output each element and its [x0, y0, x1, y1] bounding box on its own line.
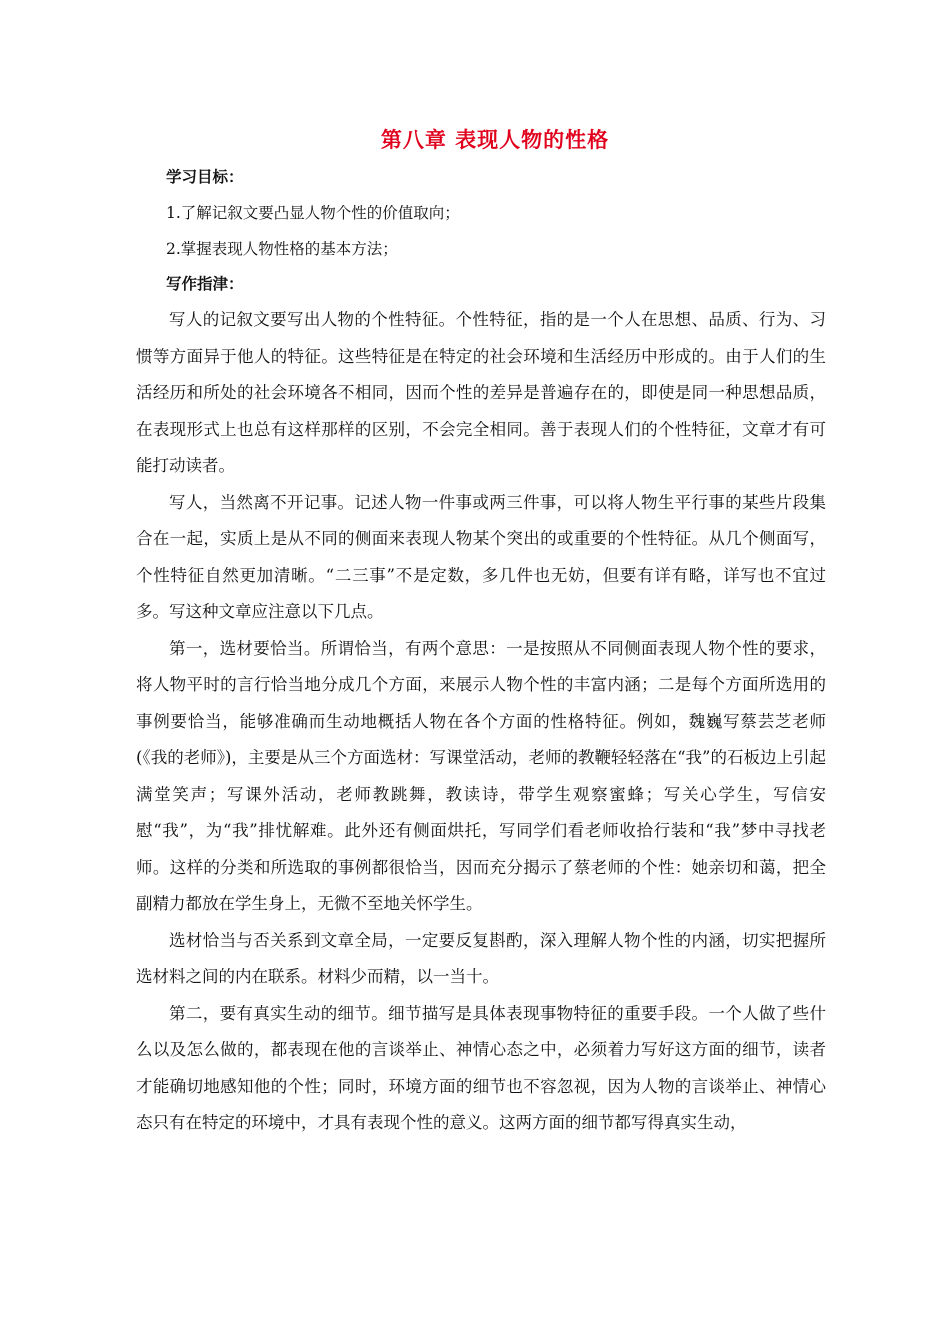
- paragraph: 第一，选材要恰当。所谓恰当，有两个意思：一是按照从不同侧面表现人物个性的要求，将人物平时的言行恰当地分成几个方面，来展示人物个性的丰富内涵；二是每个方面所选用的事例要恰当，能够准确而生动地概括人物在各个方面的性格特征。例如，魏巍写蔡芸芝老师(《我的老师》)，主要是从三个方面选材：写课堂活动，老师的教鞭轻轻落在“我”的石板边上引起满堂笑声；写课外活动，老师教跳舞，教读诗，带学生观察蜜蜂；写关心学生，写信安慰“我”，为“我”排忧解难。此外还有侧面烘托，写同学们看老师收拾行装和“我”梦中寻找老师。这样的分类和所选取的事例都很恰当，因而充分揭示了蔡老师的个性：她亲切和蔼，把全副精力都放在学生身上，无微不至地关怀学生。: [136, 638, 826, 913]
- goal-item: 1.了解记叙文要凸显人物个性的价值取向；: [166, 204, 460, 222]
- goal-item: 2.掌握表现人物性格的基本方法；: [166, 240, 398, 258]
- paragraph: 写人，当然离不开记事。记述人物一件事或两三件事，可以将人物生平行事的某些片段集合在一起，实质上是从不同的侧面来表现人物某个突出的或重要的个性特征。从几个侧面写，个性特征自然更加清晰。“二三事”不是定数，多几件也无妨，但要有详有略，详写也不宜过多。写这种文章应注意以下几点。: [136, 492, 826, 621]
- paragraph: 第二，要有真实生动的细节。细节描写是具体表现事物特征的重要手段。一个人做了些什么以及怎么做的，都表现在他的言谈举止、神情心态之中，必须着力写好这方面的细节，读者才能确切地感知他的个性；同时，环境方面的细节也不容忽视，因为人物的言谈举止、神情心态只有在特定的环境中，才具有表现个性的意义。这两方面的细节都写得真实生动，: [136, 1003, 826, 1132]
- chapter-title: 第八章 表现人物的性格: [380, 128, 610, 152]
- goals-heading: 学习目标：: [166, 168, 244, 186]
- paragraph: 写人的记叙文要写出人物的个性特征。个性特征，指的是一个人在思想、品质、行为、习惯等方面异于他人的特征。这些特征是在特定的社会环境和生活经历中形成的。由于人们的生活经历和所处的社会环境各不相同，因而个性的差异是普遍存在的，即使是同一种思想品质，在表现形式上也总有这样那样的区别，不会完全相同。善于表现人们的个性特征，文章才有可能打动读者。: [136, 310, 826, 475]
- guide-heading: 写作指津：: [166, 275, 244, 293]
- paragraph: 选材恰当与否关系到文章全局，一定要反复斟酌，深入理解人物个性的内涵，切实把握所选材料之间的内在联系。材料少而精，以一当十。: [136, 930, 826, 986]
- body-text: [136, 302, 826, 1142]
